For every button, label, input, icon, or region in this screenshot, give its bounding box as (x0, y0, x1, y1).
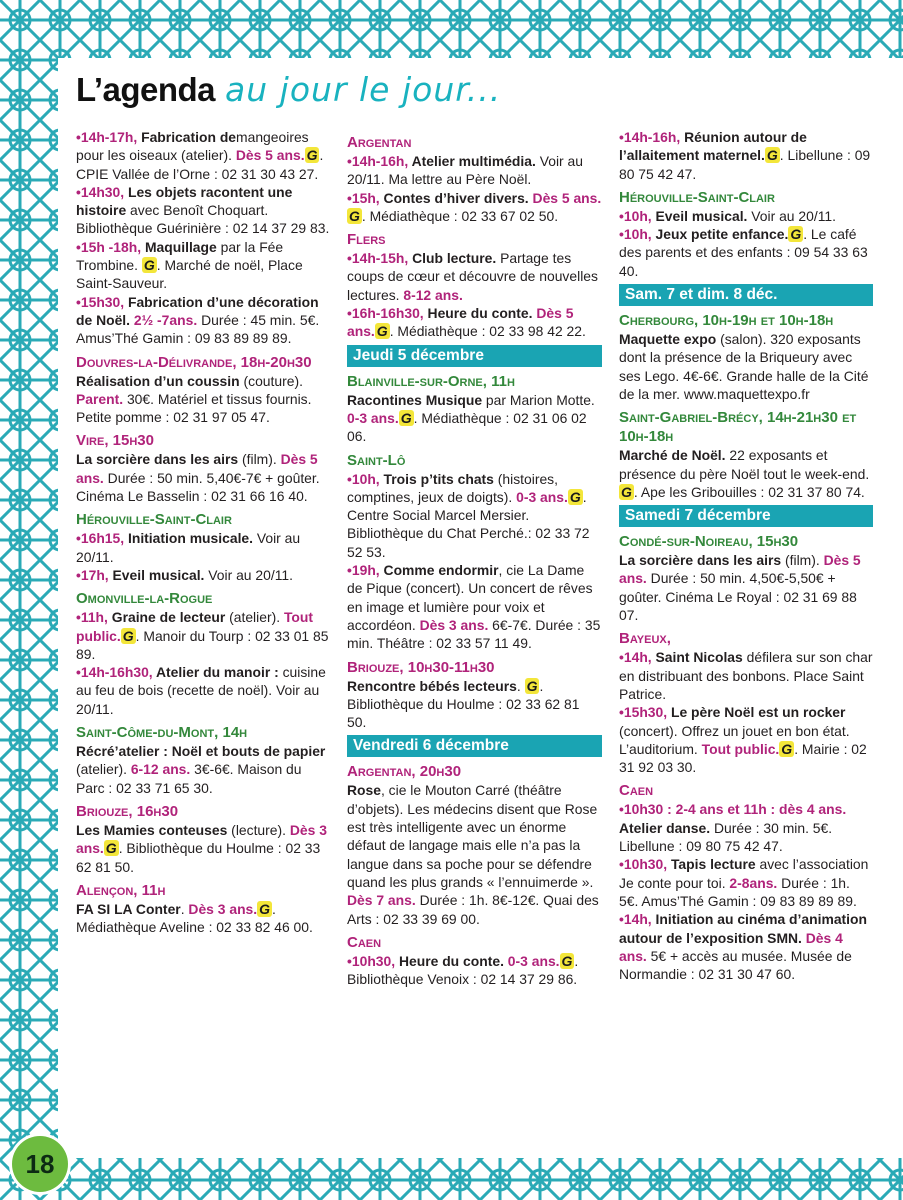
event-text: (salon). 320 exposants dont la présence de la Briqueury avec ses Lego. 4€-6€. Grande halle de la Cité de la mer. www.maquettexpo.fr (619, 331, 869, 402)
event-time: •10h, (347, 470, 380, 487)
free-badge-icon: G (781, 740, 793, 757)
page-title (76, 70, 501, 109)
event-title: Les objets racontent une histoire (76, 183, 293, 219)
event-location: Caen (619, 782, 654, 800)
date-band: Vendredi 6 décembre (347, 735, 602, 757)
event-location: Saint-Lô (347, 451, 406, 469)
event-details: 30€. Matériel et tissus fournis. Petite pomme : 02 31 97 05 47. (76, 390, 312, 426)
free-badge-icon: G (400, 409, 412, 426)
event-entry (619, 446, 873, 501)
event-text: (concert). Offrez un jouet en bon état. L’auditorium. (619, 722, 850, 757)
event-location: Cherbourg, 10h-19h et 10h-18h (619, 312, 834, 330)
event-entry (76, 900, 331, 937)
event-text: , cie le Mouton Carré (théâtre d’objets). Les médecins disent que Rose est très intelligente avec un énorme défaut de langage mais elle n’a pas la langue dans sa poche pour se défendre quand les plus grands « l’ennuimerde ». (347, 782, 598, 890)
event-age: Parent. (76, 390, 124, 407)
event-entry (76, 608, 331, 663)
event-age: Dès 5 ans. (235, 147, 305, 164)
event-title: Graine de lecteur (107, 609, 226, 626)
event-entry (619, 207, 873, 225)
event-title: Eveil musical. (108, 566, 205, 583)
event-title: Fabrication de (137, 129, 237, 145)
event-age: 8-12 ans. (403, 286, 463, 303)
event-location: Argentan (347, 134, 412, 151)
event-age: Tout public. (701, 740, 780, 757)
event-time: •14h-15h, (347, 250, 409, 267)
event-text: par Marion Motte. (482, 391, 595, 408)
event-entry (76, 529, 331, 566)
event-time: •17h, (76, 566, 109, 583)
event-text: 22 exposants et présence du père Noël tout le week-end. (619, 447, 870, 482)
event-text: (film). (238, 451, 281, 468)
event-time: •10h, (619, 207, 652, 224)
event-time: •14h-17h, (76, 129, 138, 145)
event-text: (film). (781, 552, 824, 569)
event-title: Racontines Musique (347, 391, 483, 408)
event-title: Marché de Noël. (619, 447, 726, 464)
free-badge-icon: G (259, 900, 271, 917)
event-location: Condé-sur-Noireau, 15h30 (619, 533, 799, 551)
event-time: •10h, (619, 226, 652, 243)
event-age: 0-3 ans. (516, 488, 568, 505)
event-title: Initiation musicale. (124, 530, 254, 547)
event-details: . Bibliothèque du Houlme : 02 33 62 81 50. (347, 677, 580, 731)
event-time: •16h15, (76, 530, 125, 547)
free-badge-icon: G (569, 488, 581, 505)
event-age: Dès 5 ans. (76, 451, 318, 486)
event-details: . Marché de noël, Place Saint-Sauveur. (76, 257, 303, 292)
event-details: 3€-6€. Maison du Parc : 02 33 71 65 30. (76, 761, 302, 796)
event-entry (76, 566, 331, 584)
event-location: Briouze, 16h30 (76, 802, 179, 820)
event-time: •10h30 : 2-4 ans et 11h : dès 4 ans. (619, 801, 847, 818)
free-badge-icon: G (349, 207, 360, 224)
event-time: •11h, (76, 609, 108, 626)
event-title: Trois p’tits chats (379, 470, 494, 487)
event-time: •15h, (347, 189, 380, 206)
free-badge-icon: G (376, 323, 388, 340)
event-text: (histoires, comptines, jeux de doigts). (347, 470, 558, 505)
event-text: par la Fée Trombine. (76, 238, 284, 274)
agenda-column-2 (347, 128, 602, 988)
event-details: . Ape les Gribouilles : 02 31 37 80 74. (633, 483, 865, 500)
event-time: •15h30, (619, 704, 668, 721)
event-title: Club lecture. (408, 250, 497, 267)
event-entry (347, 470, 602, 561)
event-time: •14h30, (76, 183, 125, 200)
event-title: Réalisation d’un coussin (76, 372, 240, 389)
event-location: Blainville-sur-Orne, 11h (347, 372, 515, 390)
event-text: avec l’association Je conte pour toi. (619, 856, 869, 891)
event-age: Dès 3 ans. (76, 821, 327, 857)
event-location: Argentan, 20h30 (347, 763, 462, 781)
event-details: . Médiathèque : 02 31 06 02 06. (347, 409, 587, 445)
free-badge-icon: G (621, 483, 632, 500)
free-badge-icon: G (766, 147, 778, 164)
event-entry (619, 128, 873, 183)
event-age: Dès 4 ans. (619, 929, 843, 964)
event-title: La sorcière dans les airs (76, 451, 239, 468)
event-age: 6-12 ans. (130, 761, 191, 778)
event-entry (76, 372, 331, 427)
free-badge-icon: G (105, 840, 117, 857)
event-text: . (516, 677, 525, 694)
event-title: Eveil musical. (651, 207, 748, 224)
free-badge-icon: G (122, 627, 134, 644)
event-details: 6€-7€. Durée : 35 min. Théâtre : 02 33 57 11 49. (347, 616, 601, 652)
event-details: . Manoir du Tourp : 02 33 01 85 89. (76, 627, 329, 662)
event-location: Saint-Côme-du-Mont, 14h (76, 724, 248, 742)
event-text: Voir au 20/11. (204, 566, 293, 583)
event-age: 0-3 ans. (347, 409, 399, 426)
event-text: (couture). (239, 372, 303, 389)
event-title: FA SI LA Conter (76, 900, 181, 917)
event-entry (347, 677, 602, 732)
free-badge-icon: G (790, 226, 802, 243)
event-details: . Médiathèque : 02 33 67 02 50. (361, 207, 559, 224)
event-title: Jeux petite enfance. (651, 226, 789, 243)
event-title: Contes d’hiver divers. (379, 189, 529, 206)
event-title: Initiation au cinéma d’animation autour de l’exposition SMN. (619, 911, 868, 946)
event-text: mangeoires pour les oiseaux (atelier). (76, 129, 309, 164)
event-time: •14h-16h, (347, 153, 409, 169)
event-text: cuisine au feu de bois (recette de noël). Voir au 20/11. (76, 664, 326, 717)
event-entry (347, 304, 602, 341)
event-entry (619, 551, 873, 624)
agenda-column-1 (76, 128, 331, 936)
event-title: Réunion autour de l’allaitement maternel. (619, 129, 807, 164)
event-entry (347, 561, 602, 652)
event-text: (atelier). (225, 609, 284, 626)
event-entry (619, 910, 873, 983)
event-title: Comme endormir (379, 562, 499, 579)
free-badge-icon: G (143, 257, 155, 274)
date-band: Samedi 7 décembre (619, 505, 873, 527)
event-location: Bayeux, (619, 630, 671, 648)
event-entry (76, 238, 331, 293)
event-details: Durée : 1h. 8€-12€. Quai des Arts : 02 33 39 69 00. (347, 892, 599, 927)
event-entry (619, 800, 873, 855)
event-text: . (180, 900, 189, 917)
event-text: Partage tes coups de cœur et découvre de nouvelles lectures. (347, 250, 598, 303)
event-age: Dès 5 ans. (619, 552, 861, 587)
event-details: . Bibliothèque Venoix : 02 14 37 29 86. (347, 952, 579, 988)
event-title: Tapis lecture (667, 856, 756, 873)
event-location: Flers (347, 231, 386, 249)
event-location: Briouze, 10h30-11h30 (347, 658, 495, 676)
event-text: Voir au 20/11. (747, 207, 836, 224)
event-title: Rencontre bébés lecteurs (347, 677, 517, 694)
date-band: Jeudi 5 décembre (347, 345, 602, 367)
event-text: (atelier). (76, 761, 131, 778)
event-details: . Mairie : 02 31 92 03 30. (619, 740, 867, 776)
event-entry (347, 189, 602, 226)
event-time: •15h30, (76, 293, 125, 310)
event-details: Durée : 50 min. 4,50€-5,50€ + goûter. Cinéma Le Royal : 02 31 69 88 07. (619, 570, 857, 624)
event-entry (619, 703, 873, 776)
event-text: (lecture). (227, 821, 290, 838)
event-entry (619, 225, 873, 280)
event-location: Omonville-la-Rogue (76, 590, 213, 608)
title-script: au jour le jour... (225, 70, 502, 109)
event-details: . Libellune : 09 80 75 42 47. (619, 147, 871, 182)
event-time: •16h-16h30, (347, 305, 424, 322)
event-title: Les Mamies conteuses (76, 821, 228, 838)
event-text: Voir au 20/11. (76, 530, 301, 565)
event-details: . Bibliothèque du Houlme : 02 33 62 81 50. (76, 840, 321, 875)
event-location: Hérouville-Saint-Clair (619, 188, 775, 206)
event-time: •10h30, (347, 952, 396, 969)
event-entry (619, 648, 873, 703)
event-entry (619, 855, 873, 910)
event-title: Heure du conte. (423, 305, 533, 322)
event-details: . Le café des parents et des enfants : 09 54 33 63 40. (619, 226, 868, 279)
event-text: , cie La Dame de Pique (concert). Un concert de rêves en image et lumière pour voix et accordéon. (347, 562, 593, 633)
event-time: •15h -18h, (76, 238, 142, 255)
free-badge-icon: G (561, 952, 573, 969)
event-location: Hérouville-Saint-Clair (76, 511, 232, 529)
date-band: Sam. 7 et dim. 8 déc. (619, 284, 873, 306)
event-entry (76, 450, 331, 505)
event-entry (347, 781, 602, 927)
event-entry (347, 249, 602, 304)
event-age: Dès 5 ans. (528, 189, 602, 206)
event-title: Maquette expo (619, 331, 717, 348)
event-entry (76, 742, 331, 797)
page-number: 18 (12, 1136, 68, 1192)
event-age: Dès 3 ans. (419, 616, 489, 633)
event-details: . CPIE Vallée de l’Orne : 02 31 30 43 27. (76, 147, 324, 182)
title-main: L’agenda (76, 71, 216, 108)
event-title: Atelier multimédia. (408, 153, 536, 169)
event-location: Caen (347, 933, 382, 951)
event-time: •14h-16h, (619, 129, 681, 145)
event-entry (76, 128, 331, 183)
event-entry (347, 391, 602, 446)
event-title: Heure du conte. (395, 952, 504, 969)
event-details: Durée : 1h. 5€. Amus’Thé Gamin : 09 83 89 89 89. (619, 874, 857, 909)
event-details: 5€ + accès au musée. Musée de Normandie : 02 31 30 47 60. (619, 947, 852, 983)
event-location: Douvres-la-Délivrande, 18h-20h30 (76, 353, 312, 371)
event-age: Dès 7 ans. (347, 892, 416, 909)
event-location: Alençon, 11h (76, 881, 166, 899)
event-entry (347, 152, 602, 189)
event-time: •14h, (619, 649, 652, 666)
event-title: Saint Nicolas (651, 649, 743, 666)
event-details: . Médiathèque Aveline : 02 33 82 46 00. (76, 900, 313, 936)
free-badge-icon: G (306, 147, 318, 164)
event-details: . Médiathèque : 02 33 98 42 22. (389, 323, 586, 340)
event-entry (76, 663, 331, 718)
event-time: •10h30, (619, 856, 668, 873)
agenda-column-3 (619, 128, 873, 983)
event-entry (76, 293, 331, 348)
event-details: Durée : 45 min. 5€. Amus’Thé Gamin : 09 83 89 89 89. (76, 311, 320, 347)
event-location: Saint-Gabriel-Brécy, 14h-21h30 et 10h-18h (619, 409, 857, 446)
event-age: Dès 3 ans. (188, 900, 258, 917)
event-title: Atelier du manoir : (152, 664, 279, 681)
event-title: Maquillage (141, 238, 217, 255)
event-text: Durée : 30 min. 5€. Libellune : 09 80 75 42 47. (619, 819, 833, 855)
event-title: Récré’atelier : Noël et bouts de papier (76, 743, 326, 760)
event-location: Vire, 15h30 (76, 432, 154, 450)
event-age: Dès 5 ans. (347, 305, 574, 340)
event-text: Voir au 20/11. Ma lettre au Père Noël. (347, 153, 583, 188)
event-age: 2-8ans. (729, 874, 778, 891)
event-title: Rose (347, 782, 381, 799)
event-text: défilera sur son char en distribuant des bonbons. Place Saint Patrice. (619, 649, 873, 702)
event-details: Durée : 50 min. 5,40€-7€ + goûter. Cinéma Le Basselin : 02 31 66 16 40. (76, 469, 320, 505)
event-age: 0-3 ans. (503, 952, 560, 969)
event-title: Fabrication d’une décoration de Noël. (76, 293, 319, 328)
event-time: •14h-16h30, (76, 664, 153, 681)
event-time: •19h, (347, 562, 380, 579)
event-entry (619, 330, 873, 403)
event-entry (347, 952, 602, 989)
event-entry (76, 183, 331, 238)
event-details: . Centre Social Marcel Mersier. Bibliothèque du Chat Perché.: 02 33 72 52 53. (347, 488, 590, 560)
event-title: Atelier danse. (619, 819, 711, 836)
event-age: 2½ -7ans. (130, 311, 198, 328)
event-time: •14h, (619, 911, 652, 928)
event-age: Tout public. (76, 609, 313, 644)
event-entry (76, 821, 331, 876)
event-title: La sorcière dans les airs (619, 552, 782, 569)
free-badge-icon: G (526, 677, 538, 694)
event-title: Le père Noël est un rocker (667, 704, 846, 721)
event-text: avec Benoît Choquart. Bibliothèque Guérinière : 02 14 37 29 83. (76, 202, 330, 237)
